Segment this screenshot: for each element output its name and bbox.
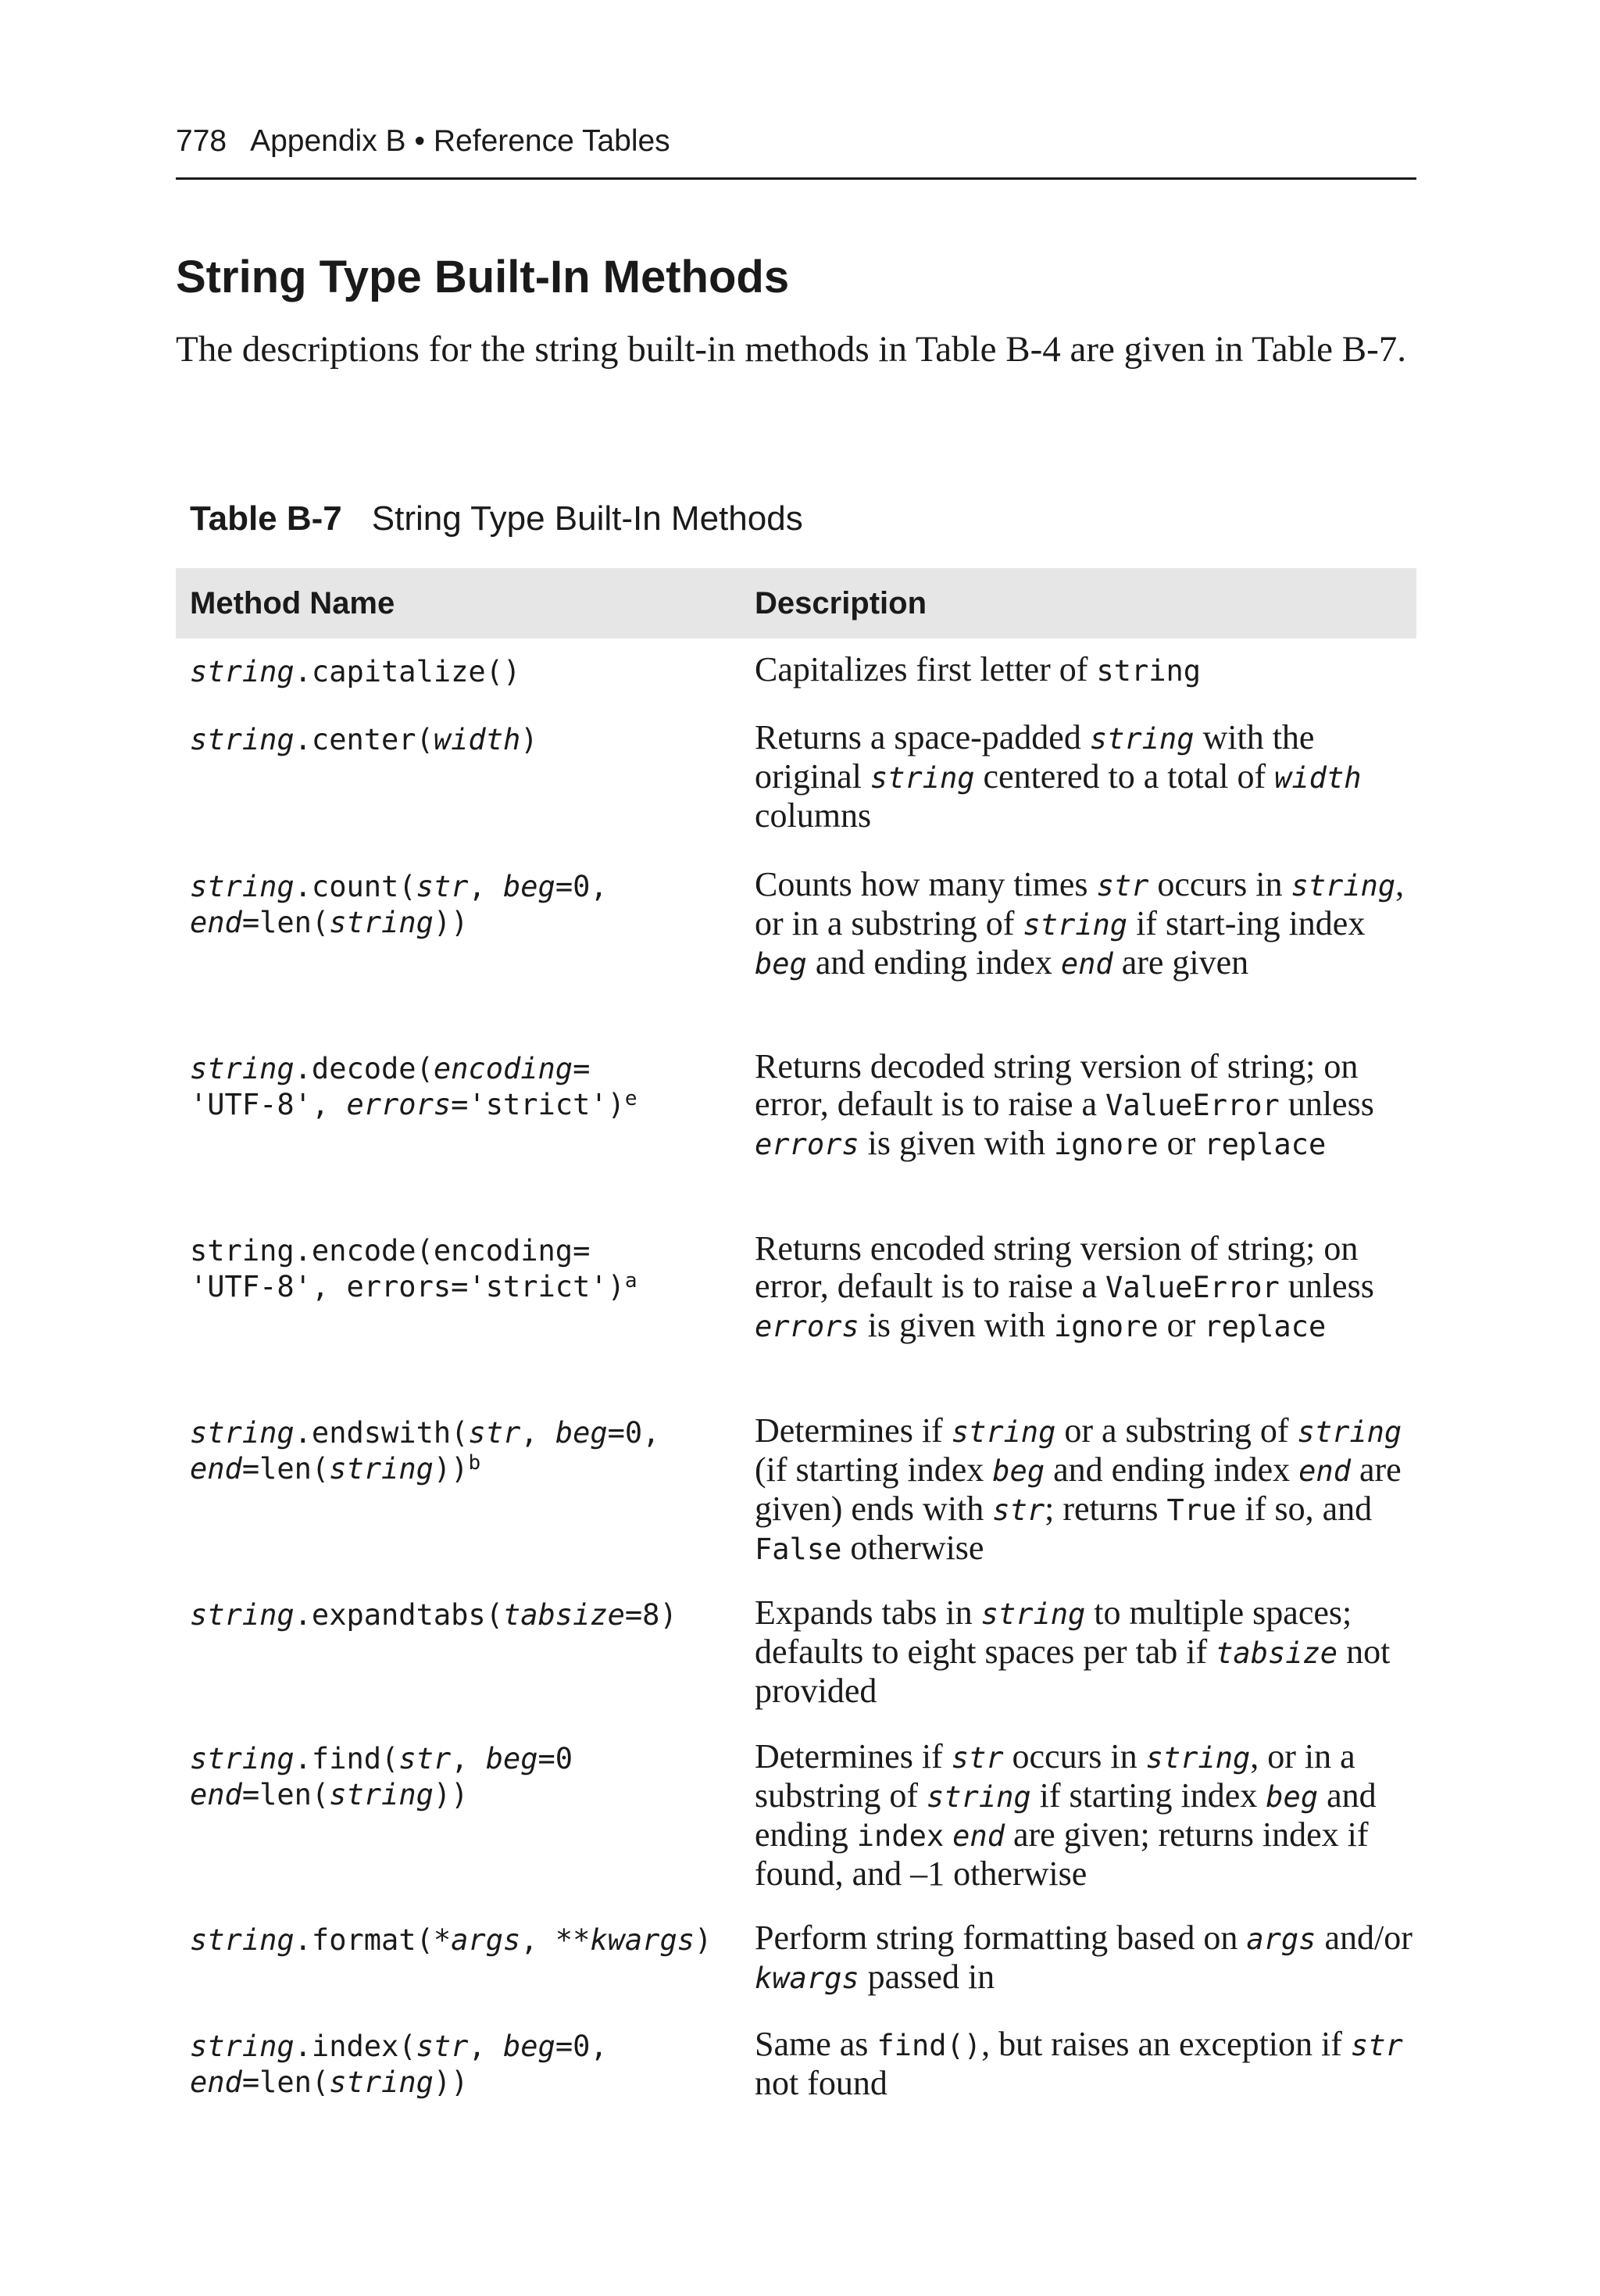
method-name-cell: string.index(str, beg=0, end=len(string)): [190, 2030, 608, 2099]
method-name-cell: string.find(str, beg=0 end=len(string)): [190, 1742, 573, 1811]
method-name-cell: string.expandtabs(tabsize=8): [190, 1598, 677, 1632]
section-heading: String Type Built-In Methods: [176, 252, 790, 302]
table-title: String Type Built-In Methods: [371, 499, 803, 538]
footnote-marker: e: [624, 1087, 638, 1110]
description-cell: Returns encoded string version of string; on error, default is to raise a ValueError unless errors is given with ignore or replace: [755, 1229, 1374, 1344]
table-caption: [190, 495, 803, 542]
description-cell: Expands tabs in string to multiple spaces; defaults to eight spaces per tab if tabsize not provided: [755, 1593, 1391, 1710]
footnote-marker: a: [624, 1269, 638, 1293]
running-header: [176, 121, 670, 162]
description-cell: Returns a space-padded string with the original string centered to a total of width columns: [755, 718, 1362, 835]
table-header: [176, 568, 1416, 638]
table-label: Table B-7: [190, 499, 342, 538]
footnote-marker: b: [468, 1451, 481, 1475]
header-rule: [176, 177, 1416, 180]
description-cell: Determines if str occurs in string, or in a substring of string if starting index beg and ending index end are given; returns index if found, and –1 otherwise: [755, 1737, 1377, 1893]
intro-paragraph: The descriptions for the string built-in methods in Table B-4 are given in Table B-7.: [176, 329, 1407, 370]
method-name-cell: string.decode(encoding= 'UTF-8', errors='strict')$^e$: [190, 1052, 638, 1121]
method-name-cell: string.encode(encoding= 'UTF-8', errors='strict')$^a$: [190, 1234, 638, 1304]
description-cell: Capitalizes first letter of string: [755, 650, 1202, 688]
running-title: Appendix B • Reference Tables: [250, 124, 670, 158]
description-cell: Determines if string or a substring of string (if starting index beg and ending index end are given) ends with str; returns True if so, and False otherwise: [755, 1411, 1402, 1567]
page-number: 778: [176, 124, 227, 158]
method-name-cell: string.endswith(str, beg=0, end=len(string))$^b$: [190, 1416, 660, 1486]
description-cell: Returns decoded string version of string; on error, default is to raise a ValueError unless errors is given with ignore or replace: [755, 1047, 1374, 1162]
description-cell: Same as find(), but raises an exception if str not found: [755, 2025, 1403, 2102]
column-header-method: Method Name: [190, 586, 395, 620]
description-cell: Counts how many times str occurs in string, or in a substring of string if start-ing index beg and ending index end are given: [755, 865, 1405, 982]
column-header-description: Description: [755, 586, 927, 620]
method-name-cell: string.count(str, beg=0, end=len(string)): [190, 870, 608, 939]
description-cell: Perform string formatting based on args and/or kwargs passed in: [755, 1919, 1412, 1996]
method-name-cell: string.center(width): [190, 723, 538, 756]
method-name-cell: string.capitalize(): [190, 655, 521, 688]
method-name-cell: string.format(*args, **kwargs): [190, 1923, 712, 1957]
